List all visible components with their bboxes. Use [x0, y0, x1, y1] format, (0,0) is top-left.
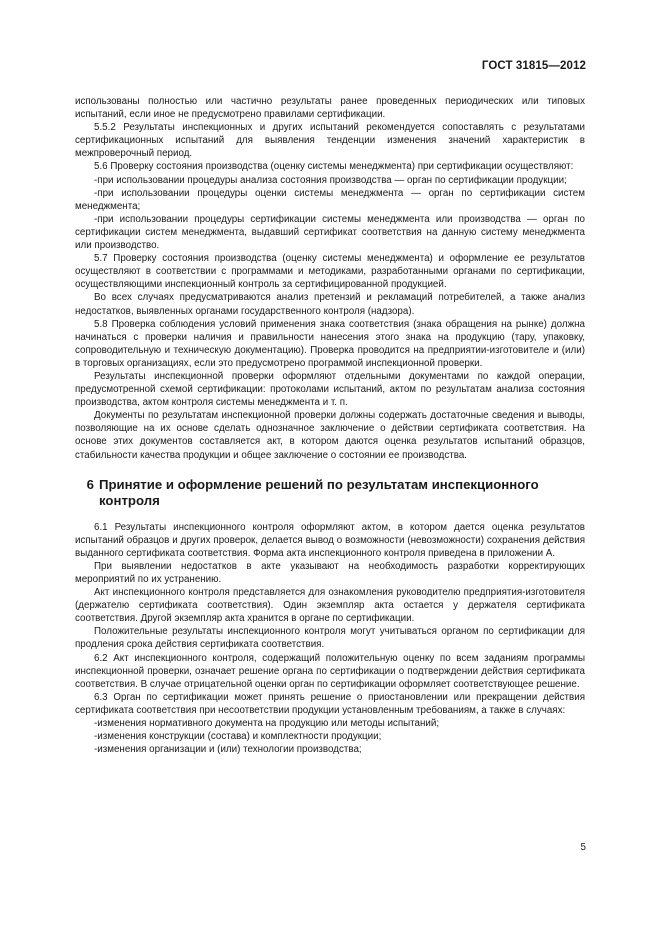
paragraph: Во всех случаях предусматриваются анализ претензий и рекламаций потребителей, а также анализ недостатков, выявленных органами государственного контроля (надзора).: [75, 292, 585, 317]
list-item-text: изменения нормативного документа на продукцию или методы испытаний;: [97, 718, 440, 730]
list-item: [75, 213, 585, 252]
paragraph-5-7: 5.7 Проверку состояния производства (оценку системы менеджмента) и оформление ее результатов осуществляют в соответствии с программами и методиками, разработанными органами по сертификации, осуществляющими инспекционный контроль за сертифицированной продукцией.: [75, 253, 585, 291]
paragraph-5-6: 5.6 Проверку состояния производства (оценку системы менеджмента) при сертификации осуществляют:: [94, 161, 574, 173]
paragraph: Результаты инспекционной проверки оформляют отдельными документами по каждой операции, предусмотренной схемой сертификации: протоколами испытаний, актом по результатам анализа состояния производства, актом контроля системы менеджмента и т. п.: [75, 370, 585, 409]
paragraph: Положительные результаты инспекционного контроля могут учитываться органом по сертификации для продления срока действия сертификата соответствия.: [75, 626, 585, 651]
paragraph-continuation: использованы полностью или частично результаты ранее проведенных периодических или типовых испытаний, если иное не предусмотрено правилами сертификации.: [75, 96, 585, 121]
list-dash: -: [94, 213, 98, 225]
paragraph: Акт инспекционного контроля представляется для ознакомления руководителю предприятия-изготовителя (держателю сертификата соответствия). Один экземпляр акта остается у держателя сертификата соответствия. Другой экземпляр акта хранится в органе по сертификации.: [75, 587, 585, 625]
section-number: 6: [86, 476, 94, 492]
list-item: [75, 730, 585, 743]
paragraph-6-1: 6.1 Результаты инспекционного контроля оформляют актом, в котором дается оценка результатов испытаний образцов и других проверок, делается вывод о возможности (невозможности) сохранения действия выданного сертификата соответствия. Форма акта инспекционного контроля приведена в приложении А.: [75, 521, 585, 559]
paragraph-5-8: 5.8 Проверка соблюдения условий применения знака соответствия (знака обращения на рынке) должна начинаться с проверки наличия и правильности нанесения этого знака на продукцию (тару, упаковку, сопроводительную и техническую документацию). Проверка проводится на предприятии-изготовителе и (или) в торговых организациях, если это предусмотрено программой инспекционной проверки.: [75, 318, 585, 369]
list-item: [75, 187, 585, 213]
section-heading: [75, 477, 585, 509]
list-item: [75, 717, 585, 730]
list-dash: -: [94, 187, 98, 199]
list-item-text: изменения конструкции (состава) и комплектности продукции;: [97, 731, 382, 743]
list-item-text: при использовании процедуры оценки системы менеджмента — орган по сертификации систем менеджмента;: [75, 187, 585, 212]
paragraph: При выявлении недостатков в акте указывают на необходимость разработки корректирующих мероприятий по их устранению.: [75, 560, 585, 585]
list-item-text: изменения организации и (или) технологии производства;: [97, 744, 362, 756]
list-item-text: при использовании процедуры анализа состояния производства — орган по сертификации продукции;: [97, 174, 567, 186]
list-dash: -: [94, 744, 98, 756]
list-dash: -: [94, 174, 98, 186]
list-item: [75, 174, 585, 187]
paragraph: Документы по результатам инспекционной проверки должны содержать достаточные сведения и выводы, позволяющие на их основе сделать однозначное заключение о действии сертификата соответствия. На основе этих документов составляется акт, в котором даются оценка результатов испытаний образцов, стабильности качества продукции и общее заключение о состоянии ее производства.: [75, 410, 585, 461]
page-number: 5: [580, 842, 586, 853]
list-item: [75, 743, 585, 756]
paragraph-6-3: 6.3 Орган по сертификации может принять решение о приостановлении или прекращении действия сертификата соответствия при несоответствии продукции установленным требованиям, а также в случаях:: [75, 691, 585, 716]
paragraph-5-5-2: 5.5.2 Результаты инспекционных и других испытаний рекомендуется сопоставлять с результатами сертификационных испытаний для выявления тенденции изменения значений характеристик в межпроверочный период.: [75, 122, 585, 160]
section-title: Принятие и оформление решений по результатам инспекционного контроля: [99, 476, 539, 508]
page-content: [75, 95, 585, 756]
list-dash: -: [94, 718, 98, 730]
list-item-text: при использовании процедуры сертификации системы менеджмента или производства — орган по сертификации систем менеджмента, выдавший сертификат соответствия на данную систему менеджмента или производство.: [75, 213, 585, 252]
standard-code: ГОСТ 31815—2012: [481, 60, 586, 72]
list-dash: -: [94, 731, 98, 743]
paragraph-6-2: 6.2 Акт инспекционного контроля, содержащий положительную оценку по всем заданиям программы инспекционной проверки, означает решение органа по сертификации о подтверждении действия сертификата соответствия. В случае отрицательной оценки орган по сертификации оформляет соответствующее решение.: [75, 652, 585, 690]
